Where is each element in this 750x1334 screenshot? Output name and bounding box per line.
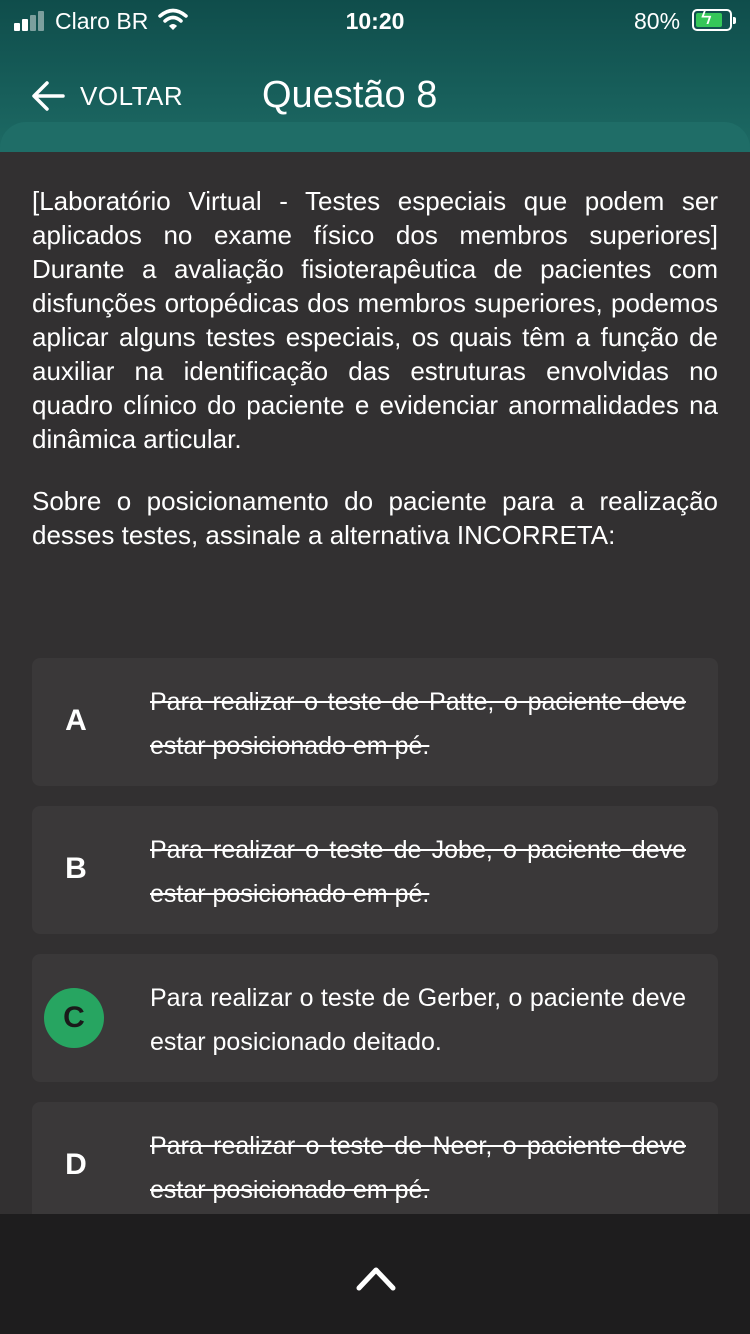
app-header	[0, 0, 750, 152]
option-letter: B	[65, 852, 87, 885]
header-curve	[0, 122, 750, 152]
back-label: VOLTAR	[80, 80, 184, 111]
carrier-name: Claro BR	[55, 8, 149, 34]
option-text: Para realizar o teste de Jobe, o paciente deve estar posicionado em pé.	[150, 836, 686, 908]
option-text: Para realizar o teste de Gerber, o paciente deve estar posicionado deitado.	[150, 984, 686, 1056]
question-prompt: Sobre o posicionamento do paciente para a realização desses testes, assinale a alternativa INCORRETA:	[32, 486, 718, 550]
clock: 10:20	[345, 8, 405, 34]
option-letter-selected: C	[44, 988, 104, 1048]
battery-charging-icon: ϟ	[692, 9, 732, 31]
option-a[interactable]	[32, 658, 718, 786]
option-text: Para realizar o teste de Neer, o paciente deve estar posicionado em pé.	[150, 1132, 686, 1204]
option-d[interactable]	[32, 1102, 718, 1230]
arrow-left-icon	[30, 78, 66, 114]
back-button[interactable]	[30, 76, 183, 116]
question-text	[32, 184, 718, 580]
option-letter: A	[65, 704, 87, 737]
option-letter: D	[65, 1148, 87, 1181]
option-b[interactable]	[32, 806, 718, 934]
page-title: Questão 8	[262, 74, 438, 116]
option-text: Para realizar o teste de Patte, o paciente deve estar posicionado em pé.	[150, 688, 686, 760]
status-bar	[0, 0, 750, 44]
bottom-bar	[0, 1214, 750, 1334]
question-paragraph: [Laboratório Virtual - Testes especiais que podem ser aplicados no exame físico dos membros superiores] Durante a avaliação fisioterapêutica de pacientes com disfunções ortopédicas dos membros superiores, podemos aplicar alguns testes especiais, os quais têm a função de auxiliar na identificação das estruturas envolvidas no quadro clínico do paciente e evidenciar anormalidades na dinâmica articular.	[32, 186, 718, 454]
option-c[interactable]	[32, 954, 718, 1082]
chevron-up-icon[interactable]	[355, 1262, 397, 1292]
battery-percent: 80%	[634, 8, 681, 34]
